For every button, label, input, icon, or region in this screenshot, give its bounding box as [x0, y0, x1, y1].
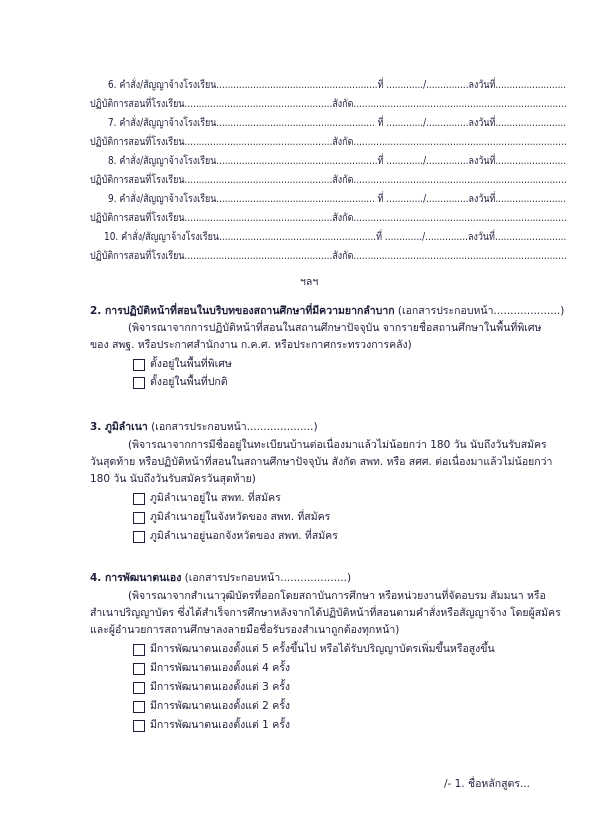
section-2-suffix: (เอกสารประกอบหน้า....................)	[394, 305, 565, 317]
section-3-note-3: 180 วัน นับถึงวันรับสมัครวันสุดท้าย)	[90, 473, 256, 485]
order-line-6b: ปฏิบัติการสอนที่โรงเรียน....................................................สังกัด...........................................................................	[90, 98, 567, 110]
order-line-9b: ปฏิบัติการสอนที่โรงเรียน....................................................สังกัด...........................................................................	[90, 212, 567, 224]
section-3-heading	[90, 421, 318, 434]
section-3-note-2: วันสุดท้าย หรือปฏิบัติหน้าที่สอนในสถานศึกษาปัจจุบัน สังกัด สพท. หรือ สศศ. ต่อเนื่องมาแล้วไม่น้อยกว่า	[90, 456, 553, 468]
option-label: ตั้งอยู่ในพื้นที่ปกติ	[150, 376, 228, 388]
checkbox[interactable]	[133, 644, 145, 656]
order-line-10b: ปฏิบัติการสอนที่โรงเรียน....................................................สังกัด...........................................................................	[90, 250, 567, 262]
option-label: ตั้งอยู่ในพื้นที่พิเศษ	[150, 358, 232, 370]
order-line-10a: 10. คำสั่ง/สัญญาจ้างโรงเรียน.......................................................ที่ ............./...............ลงวันที่.........................	[104, 231, 567, 243]
section-4-suffix: (เอกสารประกอบหน้า....................)	[181, 572, 352, 584]
checkbox[interactable]	[133, 377, 145, 389]
order-line-7b: ปฏิบัติการสอนที่โรงเรียน....................................................สังกัด...........................................................................	[90, 136, 567, 148]
section-2-note-2: ของ สพฐ. หรือประกาศสำนักงาน ก.ค.ศ. หรือประกาศกระทรวงการคลัง)	[90, 339, 412, 351]
etc-mark: ฯลฯ	[300, 276, 319, 288]
section-2-note-1: (พิจารณาจากการปฏิบัติหน้าที่สอนในสถานศึกษาปัจจุบัน จากรายชื่อสถานศึกษาในพื้นที่พิเศษ	[128, 322, 542, 334]
section-4-note-2: สำเนาปริญญาบัตร ซึ่งได้สำเร็จการศึกษาหลังจากได้ปฏิบัติหน้าที่สอนตามคำสั่งหรือสัญญาจ้าง โดยผู้สมัคร	[90, 607, 561, 619]
section-4-heading	[90, 572, 351, 585]
checkbox[interactable]	[133, 720, 145, 732]
option-label: มีการพัฒนาตนเองตั้งแต่ 3 ครั้ง	[150, 681, 290, 693]
checkbox[interactable]	[133, 701, 145, 713]
order-line-8a: 8. คำสั่ง/สัญญาจ้างโรงเรียน.........................................................ที่ ............./...............ลงวันที่.........................	[108, 155, 567, 167]
section-2-heading	[90, 305, 564, 318]
option-label: มีการพัฒนาตนเองตั้งแต่ 2 ครั้ง	[150, 700, 290, 712]
option-label: ภูมิลำเนาอยู่ใน สพท. ที่สมัคร	[150, 492, 281, 504]
order-line-8b: ปฏิบัติการสอนที่โรงเรียน....................................................สังกัด...........................................................................	[90, 174, 567, 186]
checkbox[interactable]	[133, 493, 145, 505]
section-4-note-3: และผู้อำนวยการสถานศึกษาลงลายมือชื่อรับรองสำเนาถูกต้องทุกหน้า)	[90, 624, 400, 636]
order-line-9a: 9. คำสั่ง/สัญญาจ้างโรงเรียน........................................................ ที่ ............./...............ลงวันที่.........................	[108, 193, 567, 205]
section-3-suffix: (เอกสารประกอบหน้า....................)	[147, 421, 318, 433]
checkbox[interactable]	[133, 359, 145, 371]
option-label: มีการพัฒนาตนเองตั้งแต่ 5 ครั้งขึ้นไป หรือได้รับปริญญาบัตรเพิ่มขึ้นหรือสูงขึ้น	[150, 643, 495, 655]
option-label: ภูมิลำเนาอยู่นอกจังหวัดของ สพท. ที่สมัคร	[150, 530, 338, 542]
option-label: มีการพัฒนาตนเองตั้งแต่ 4 ครั้ง	[150, 662, 290, 674]
option-label: ภูมิลำเนาอยู่ในจังหวัดของ สพท. ที่สมัคร	[150, 511, 331, 523]
section-4-title: 4. การพัฒนาตนเอง	[90, 572, 182, 584]
page-continuation: /- 1. ชื่อหลักสูตร...	[443, 778, 530, 790]
section-3-title: 3. ภูมิลำเนา	[90, 421, 148, 433]
order-line-6a: 6. คำสั่ง/สัญญาจ้างโรงเรียน.........................................................ที่ ............./...............ลงวันที่.........................	[108, 79, 567, 91]
checkbox[interactable]	[133, 663, 145, 675]
checkbox[interactable]	[133, 512, 145, 524]
section-3-note-1: (พิจารณาจากการมีชื่ออยู่ในทะเบียนบ้านต่อเนื่องมาแล้วไม่น้อยกว่า 180 วัน นับถึงวันรับสมัคร	[128, 439, 547, 451]
checkbox[interactable]	[133, 682, 145, 694]
section-2-title: 2. การปฏิบัติหน้าที่สอนในบริบทของสถานศึกษาที่มีความยากลำบาก	[90, 305, 395, 317]
checkbox[interactable]	[133, 531, 145, 543]
section-4-note-1: (พิจารณาจากสำเนาวุฒิบัตรที่ออกโดยสถาบันการศึกษา หรือหน่วยงานที่จัดอบรม สัมมนา หรือ	[128, 590, 546, 602]
order-line-7a: 7. คำสั่ง/สัญญาจ้างโรงเรียน........................................................ ที่ ............./...............ลงวันที่.........................	[108, 117, 567, 129]
option-label: มีการพัฒนาตนเองตั้งแต่ 1 ครั้ง	[150, 719, 290, 731]
